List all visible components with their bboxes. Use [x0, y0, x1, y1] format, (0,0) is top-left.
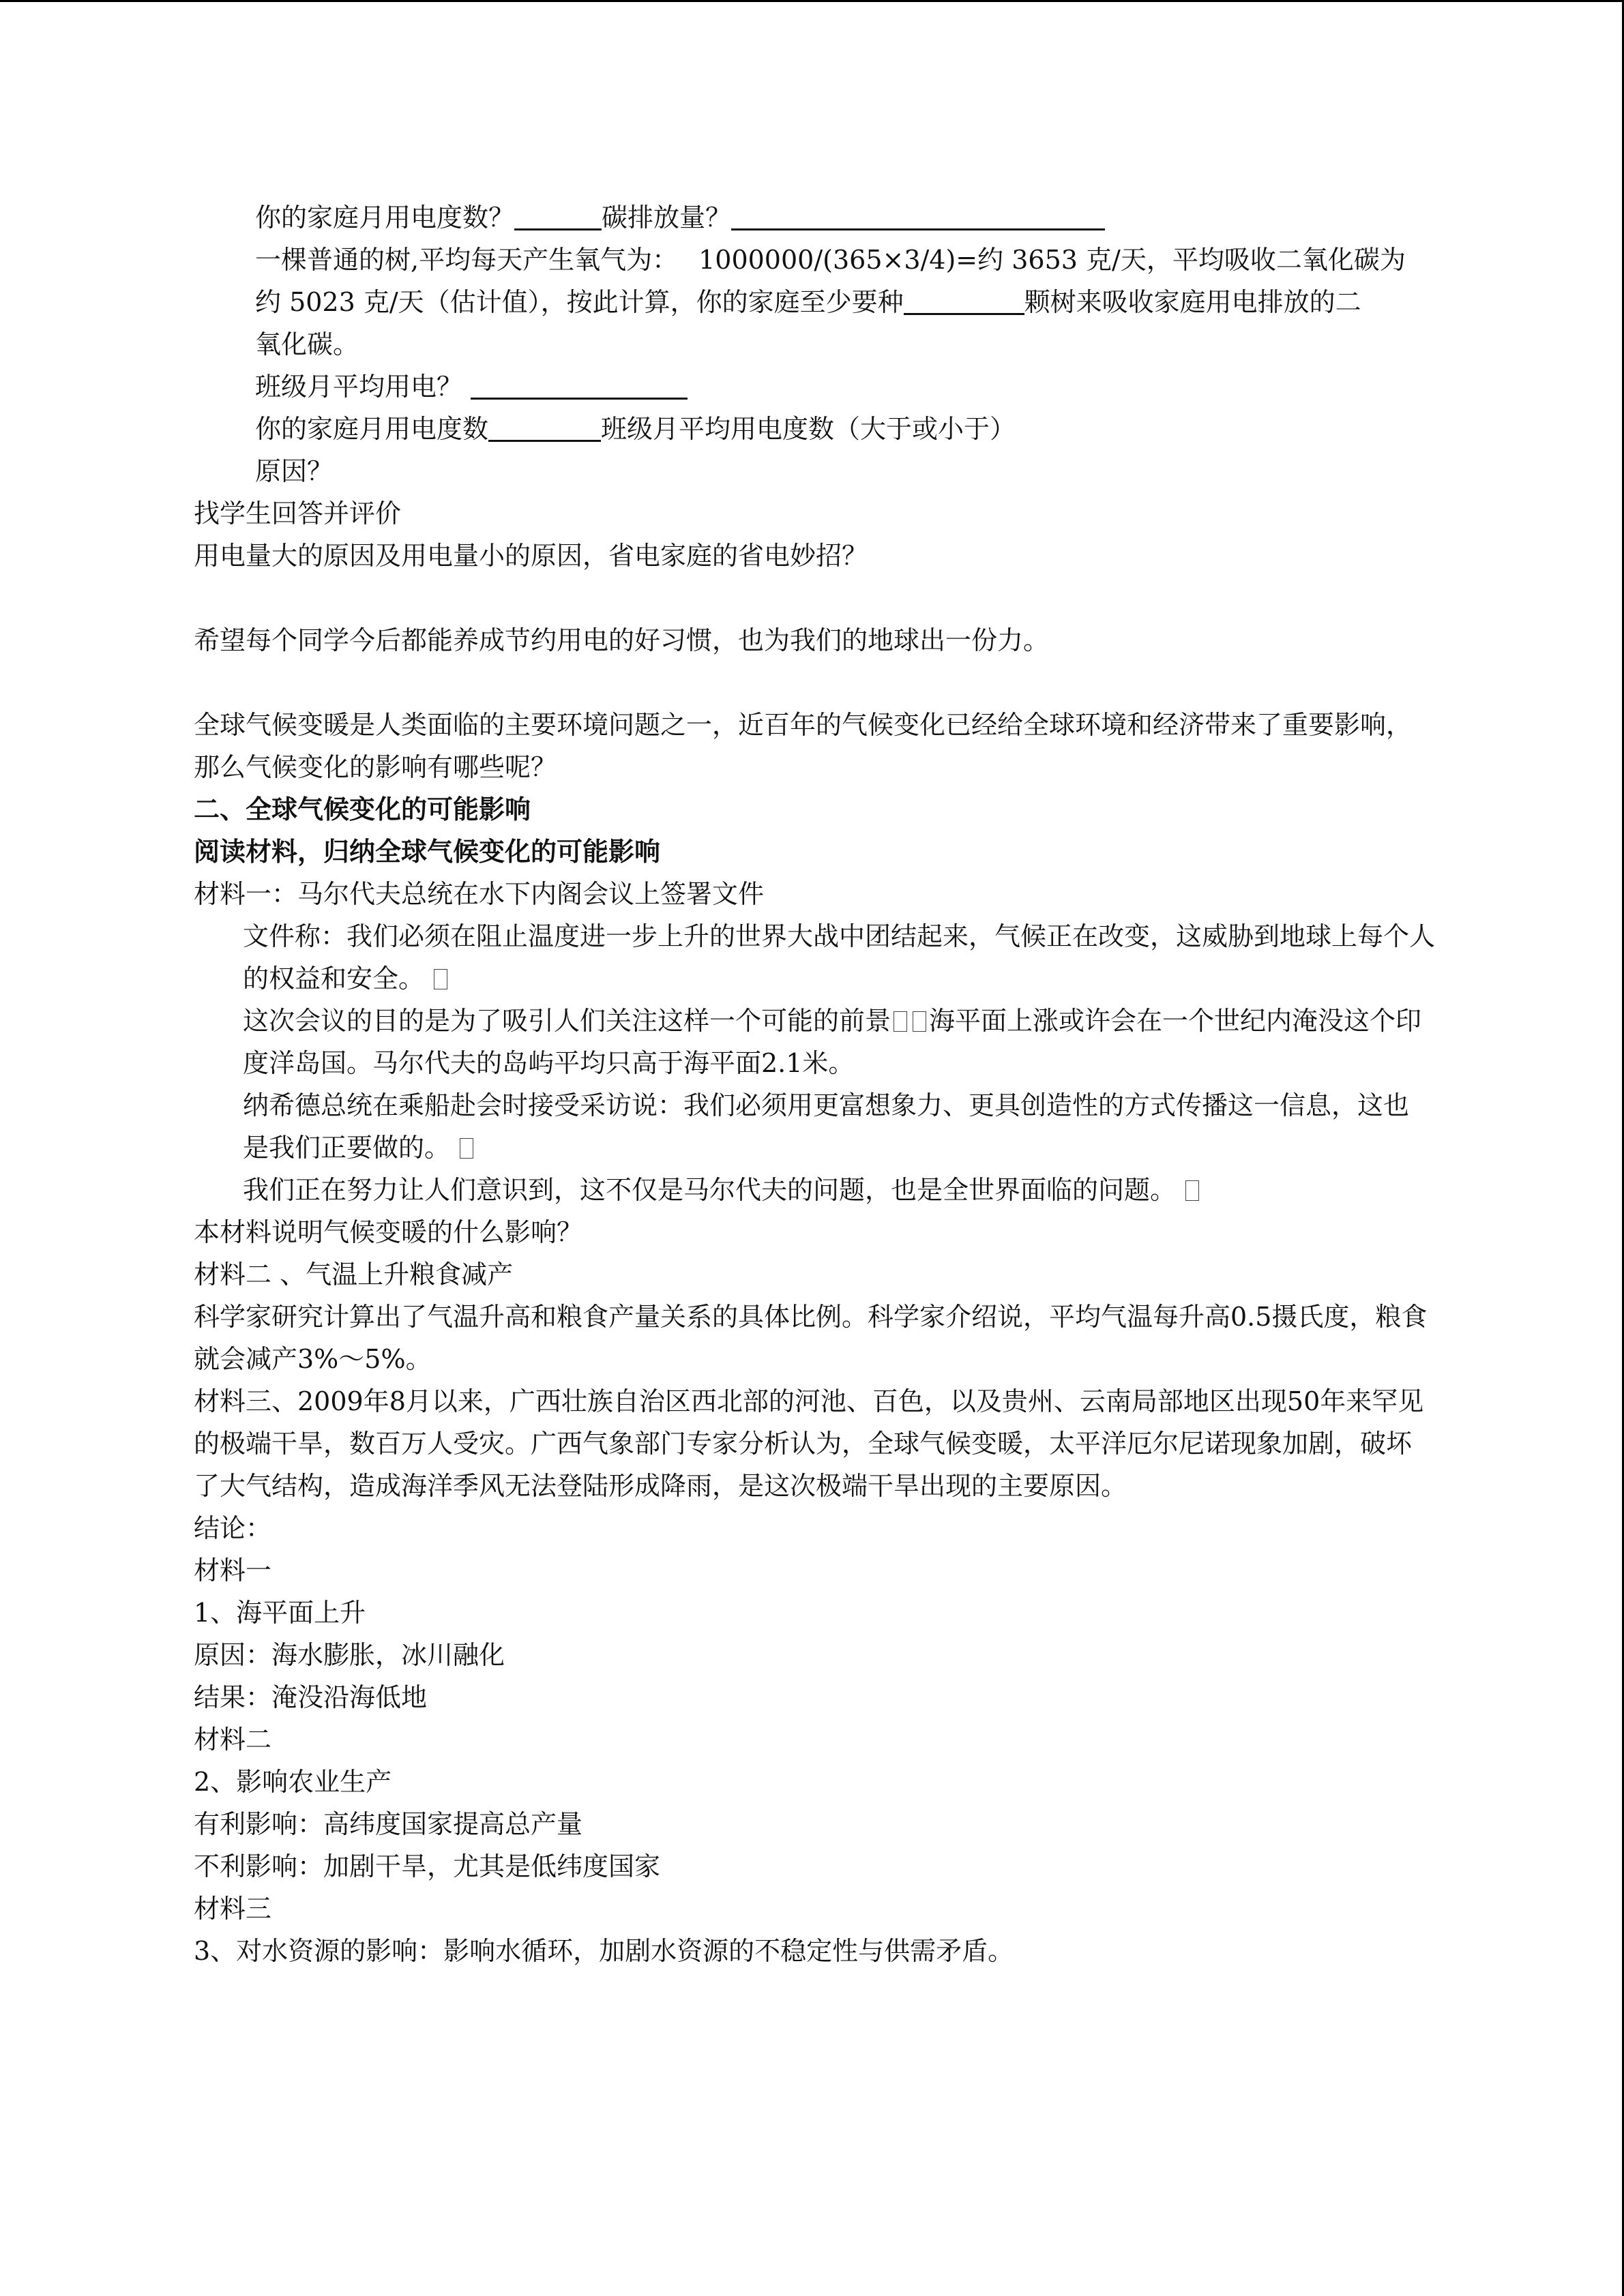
material1-text: 这次会议的目的是为了吸引人们关注这样一个可能的前景 [243, 1006, 891, 1036]
survey-question-class-average [194, 366, 1435, 408]
page-border-top [0, 0, 1624, 2]
tree-paragraph-line3 [194, 323, 1435, 366]
section-heading: 二、全球气候变化的可能影响 [194, 794, 531, 824]
answer-blank-carbon[interactable] [731, 204, 1105, 230]
conclusion-detail: 原因：海水膨胀，冰川融化 [194, 1640, 505, 1670]
question-text: 碳排放量？ [602, 203, 732, 233]
question-text: 班级月平均用电度数（大于或小于） [601, 414, 1016, 444]
conclusion-point: 2、影响农业生产 [194, 1767, 392, 1797]
tree-text: 氧化碳。 [255, 329, 359, 359]
material1-title: 材料一：马尔代夫总统在水下内阁会议上签署文件 [194, 879, 765, 909]
tree-text: 颗树来吸收家庭用电排放的二 [1024, 287, 1361, 317]
section-subheading: 阅读材料，归纳全球气候变化的可能影响 [194, 836, 661, 867]
lesson-line: 找学生回答并评价 [194, 498, 402, 528]
material1-text: 我们正在努力让人们意识到，这不仅是马尔代夫的问题，也是全世界面临的问题。 [243, 1175, 1177, 1205]
material1-text: 纳希德总统在乘船赴会时接受采访说： [243, 1090, 684, 1120]
tree-text: 一棵普通的树,平均每天产生氧气为： [255, 245, 679, 275]
conclusion-point: 1、海平面上升 [194, 1598, 366, 1628]
material1-paragraph3 [194, 1084, 1435, 1169]
conclusion-material-label: 材料一 [194, 1555, 272, 1585]
question-text: 班级月平均用电？ [255, 372, 463, 402]
document-body [194, 196, 1435, 1972]
material1-text: 海平面上涨或许会在一个世纪内淹没这个印度洋岛国。马尔代夫的岛屿平均只高于海平面2.1米。 [243, 1006, 1422, 1078]
lesson-line: 希望每个同学今后都能养成节约用电的好习惯，也为我们的地球出一份力。 [194, 625, 1050, 655]
tree-text: 约 5023 克/天（估计值），按此计算，你的家庭至少要种 [255, 287, 904, 317]
material1-text: 我们必须用更富想象力、更具创造性的方式传播这一信息，这也是我们正要做的。 [243, 1090, 1410, 1163]
material1-paragraph1 [194, 915, 1435, 1000]
material1-paragraph4 [194, 1169, 1435, 1211]
lesson-paragraph: 全球气候变暖是人类面临的主要环境问题之一，近百年的气候变化已经给全球环境和经济带来了重要影响，那么气候变化的影响有哪些呢？ [194, 710, 1413, 782]
question-text: 你的家庭月用电度数 [255, 414, 489, 444]
question-text: 原因？ [255, 456, 334, 486]
missing-glyph-icon [913, 1011, 926, 1032]
conclusion-material-label: 材料三 [194, 1894, 272, 1924]
missing-glyph-icon [460, 1138, 473, 1159]
material3-body: 材料三、2009年8月以来，广西壮族自治区西北部的河池、百色，以及贵州、云南局部地区出现50年来罕见的极端干旱，数百万人受灾。广西气象部门专家分析认为，全球气候变暖，太平洋厄尔尼诺现象加剧，破坏了大气结构，造成海洋季风无法登陆形成降雨，是这次极端干旱出现的主要原因。 [194, 1386, 1424, 1501]
conclusion-detail: 结果：淹没沿海低地 [194, 1682, 428, 1712]
conclusion-detail: 不利影响：加剧干旱，尤其是低纬度国家 [194, 1851, 661, 1881]
answer-blank-trees[interactable] [904, 288, 1024, 315]
survey-question-electricity [194, 196, 1435, 239]
survey-question-compare [194, 408, 1435, 450]
tree-paragraph-line1 [194, 239, 1435, 281]
survey-question-reason [194, 450, 1435, 492]
missing-glyph-icon [894, 1011, 907, 1032]
answer-blank-compare[interactable] [488, 415, 601, 442]
missing-glyph-icon [1185, 1180, 1199, 1201]
missing-glyph-icon [434, 969, 447, 989]
material2-body: 科学家研究计算出了气温升高和粮食产量关系的具体比例。科学家介绍说，平均气温每升高0.5摄氏度，粮食就会减产3%～5%。 [194, 1302, 1428, 1374]
answer-blank-electricity[interactable] [514, 204, 602, 230]
spacer [194, 577, 1435, 619]
material1-text: 文件称：我们必须在阻止温度进一步上升的世界大战中团结起来，气候正在改变，这威胁到地球上每个人的权益和安全。 [243, 921, 1436, 994]
spacer [194, 661, 1435, 704]
material1-question: 本材料说明气候变暖的什么影响？ [194, 1217, 583, 1247]
conclusion-detail: 有利影响：高纬度国家提高总产量 [194, 1809, 583, 1839]
question-text: 你的家庭月用电度数？ [255, 203, 515, 233]
material1-paragraph2 [194, 1000, 1435, 1084]
material2-title: 材料二 、气温上升粮食减产 [194, 1259, 514, 1289]
tree-paragraph-line2 [194, 281, 1435, 323]
conclusion-label: 结论： [194, 1513, 272, 1543]
conclusion-material-label: 材料二 [194, 1725, 272, 1755]
lesson-line: 用电量大的原因及用电量小的原因，省电家庭的省电妙招？ [194, 541, 868, 571]
conclusion-point: 3、对水资源的影响：影响水循环，加剧水资源的不稳定性与供需矛盾。 [194, 1936, 1014, 1966]
tree-formula: 1000000/(365×3/4)=约 3653 克/天，平均吸收二氧化碳为 [698, 245, 1406, 275]
answer-blank-class-average[interactable] [471, 373, 688, 400]
